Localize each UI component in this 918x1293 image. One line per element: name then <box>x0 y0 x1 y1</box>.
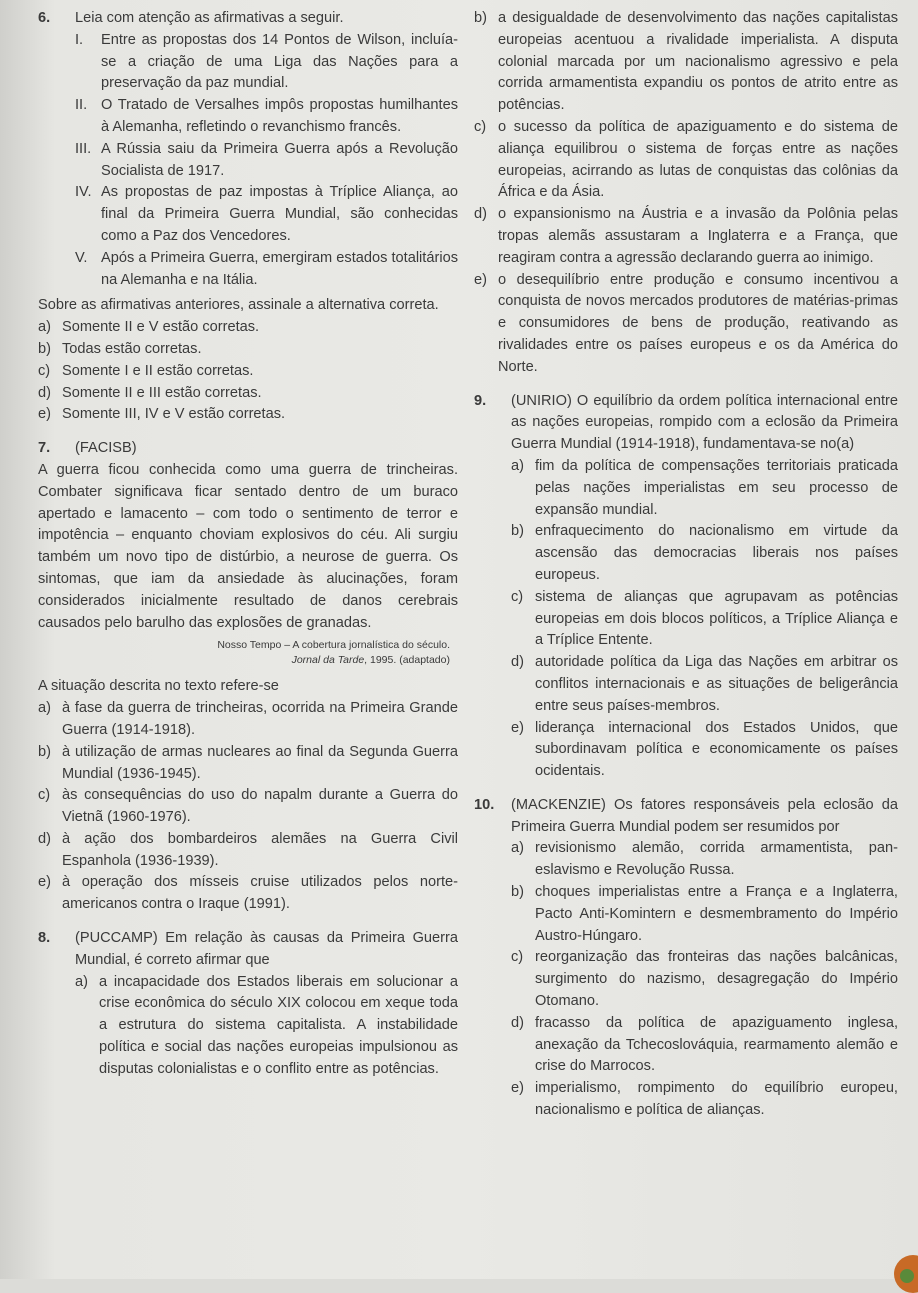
question-intro: (UNIRIO) O equilíbrio da ordem política internacional entre as nações europeias, rompido com a eclosão da Primeira Guerra Mundial (1914-1918), fundamentava-se no(a) <box>511 392 898 453</box>
option-text: autoridade política da Liga das Nações em arbitrar os conflitos internacionais e as situações de beligerância entre seus países-membros. <box>535 654 898 714</box>
option-label: a) <box>511 457 524 474</box>
option-text: revisionismo alemão, corrida armamentista, pan-eslavismo e Revolução Russa. <box>535 840 898 879</box>
option-label: b) <box>38 743 51 760</box>
right-column <box>474 8 898 1122</box>
citation-details: , 1995. (adaptado) <box>364 654 450 667</box>
statement-label: II. <box>75 97 88 114</box>
page-corner-accent <box>900 1269 914 1283</box>
option-label: c) <box>38 787 51 804</box>
option-text: Somente II e V estão corretas. <box>62 319 260 336</box>
statement-text: A Rússia saiu da Primeira Guerra após a Revolução Socialista de 1917. <box>101 140 458 179</box>
option-label: c) <box>511 949 524 966</box>
option-text: sistema de alianças que agrupavam as potências europeias em dois blocos políticos, a Tríplice Aliança e a Tríplice Entente. <box>535 588 898 649</box>
question-10 <box>474 795 898 1122</box>
option-label: b) <box>474 10 487 26</box>
citation-journal: Jornal da Tarde <box>291 654 365 667</box>
question-number: 7. <box>38 440 51 457</box>
passage-citation <box>38 638 458 668</box>
question-passage: A guerra ficou conhecida como uma guerra de trincheiras. Combater significava ficar sentado dentro de um buraco apertado e lamacento – com todo o sentimento de terror e impotência – enquanto choviam explosivos do céu. Ali surgiu também um novo tipo de distúrbio, a neurose de guerra. Os sintomas, que iam da ansiedade às alucinações, foram considerados inicialmente resultado de danos cerebrais causados pelo barulho das explosões de granadas. <box>38 461 458 631</box>
question-7 <box>38 438 458 460</box>
statement-text: Após a Primeira Guerra, emergiram estados totalitários na Alemanha e na Itália. <box>101 249 458 288</box>
option-text: Somente I e II estão corretas. <box>62 362 254 379</box>
option-label: c) <box>38 362 51 379</box>
option-text: à operação dos mísseis cruise utilizados pelos norte-americanos contra o Iraque (1991). <box>62 874 458 913</box>
question-number: 8. <box>38 930 51 947</box>
statement-2 <box>75 95 458 139</box>
option-label: e) <box>38 406 51 423</box>
option-a[interactable] <box>38 698 458 742</box>
statement-text: As propostas de paz impostas à Tríplice Aliança, ao final da Primeira Guerra Mundial, são conhecidas como a Paz dos Vencedores. <box>101 184 458 244</box>
question-number: 10. <box>474 796 495 813</box>
option-text: o desequilíbrio entre produção e consumo incentivou a conquista de novos mercados produtores de matérias-primas e consumidores de bens de produção, reativando as rivalidades entre os países europeus e os da América do Norte. <box>498 271 898 375</box>
option-text: o expansionismo na Áustria e a invasão da Polônia pelas tropas alemãs assustaram a Inglaterra e a França, que reagiram contra a agressão declarando guerra ao inimigo. <box>498 206 898 266</box>
statement-label: III. <box>75 140 92 157</box>
option-label: e) <box>38 874 51 891</box>
option-a[interactable] <box>38 317 458 339</box>
question-8 <box>38 928 458 1081</box>
question-prompt: Sobre as afirmativas anteriores, assinale a alternativa correta. <box>38 297 439 314</box>
option-text: choques imperialistas entre a França e a Inglaterra, Pacto Anti-Komintern e desmembramento do Império Austro-Húngaro. <box>535 884 898 944</box>
statement-label: I. <box>75 31 84 48</box>
option-label: d) <box>38 384 51 401</box>
option-label: b) <box>38 340 51 357</box>
option-c[interactable] <box>38 785 458 829</box>
option-text: à utilização de armas nucleares ao final da Segunda Guerra Mundial (1936-1945). <box>62 743 458 782</box>
statement-text: O Tratado de Versalhes impôs propostas humilhantes à Alemanha, refletindo o revanchismo francês. <box>101 97 458 135</box>
question-9 <box>474 391 898 783</box>
option-c[interactable] <box>511 587 898 652</box>
citation-title: Nosso Tempo – A cobertura jornalística do século. <box>217 639 450 652</box>
option-d[interactable] <box>511 652 898 717</box>
option-text: fracasso da política de apaziguamento inglesa, anexação da Tchecoslováquia, rearmamento alemão e crise do Marrocos. <box>535 1014 898 1075</box>
statement-1 <box>75 30 458 95</box>
question-number: 6. <box>38 10 51 26</box>
option-e[interactable] <box>511 718 898 783</box>
statement-3 <box>75 139 458 183</box>
option-label: b) <box>511 523 524 540</box>
option-e[interactable] <box>511 1078 898 1122</box>
option-e[interactable] <box>38 404 458 426</box>
option-text: Somente III, IV e V estão corretas. <box>62 406 286 423</box>
option-a[interactable] <box>511 456 898 521</box>
question-intro: (MACKENZIE) Os fatores responsáveis pela eclosão da Primeira Guerra Mundial podem ser resumidos por <box>511 796 898 835</box>
option-text: à ação dos bombardeiros alemães na Guerra Civil Espanhola (1936-1939). <box>62 830 458 869</box>
option-d[interactable] <box>511 1013 898 1078</box>
option-text: às consequências do uso do napalm durante a Guerra do Vietnã (1960-1976). <box>62 787 458 826</box>
option-e[interactable] <box>474 270 898 379</box>
option-b[interactable] <box>511 521 898 586</box>
option-label: e) <box>511 1080 524 1097</box>
option-text: Todas estão corretas. <box>62 340 202 357</box>
option-text: a incapacidade dos Estados liberais em solucionar a crise econômica do século XIX colocou em xeque toda a estrutura do sistema capitalista. A instabilidade política e social das nações europeias impulsionou as disputas colonialistas e o conflito entre as potências. <box>99 973 458 1077</box>
option-label: e) <box>511 719 524 736</box>
option-label: a) <box>511 840 524 857</box>
option-label: d) <box>511 1014 524 1031</box>
option-text: fim da política de compensações territoriais praticada pelas nações imperialistas em seu processo de expansão mundial. <box>535 457 898 518</box>
option-label: c) <box>511 588 524 605</box>
option-label: a) <box>75 973 88 990</box>
statement-label: IV. <box>75 184 92 201</box>
option-b[interactable] <box>511 882 898 947</box>
question-6 <box>38 8 458 291</box>
option-text: Somente II e III estão corretas. <box>62 384 262 401</box>
option-label: a) <box>38 700 51 717</box>
option-label: c) <box>474 118 487 135</box>
statement-label: V. <box>75 249 88 266</box>
option-text: à fase da guerra de trincheiras, ocorrida na Primeira Grande Guerra (1914-1918). <box>62 700 458 738</box>
option-label: a) <box>38 319 51 336</box>
option-text: a desigualdade de desenvolvimento das nações capitalistas europeias acentuou a rivalidade imperialista. A disputa colonial marcada por um nacionalismo agressivo e pela corrida armamentista expandiu os pontos de atrito entre as potências. <box>498 10 898 114</box>
left-column <box>38 8 458 1081</box>
statement-5 <box>75 248 458 292</box>
option-text: enfraquecimento do nacionalismo em virtude da ascensão das democracias liberais nos países europeus. <box>535 523 898 583</box>
option-b[interactable] <box>474 8 898 117</box>
option-text: reorganização das fronteiras das nações balcânicas, surgimento do nazismo, desagregação do Império Otomano. <box>535 949 898 1010</box>
option-text: o sucesso da política de apaziguamento e do sistema de aliança equilibrou o sistema de forças entre as nações europeias, acirrando as lutas de conquistas das colônias da África e da Ásia. <box>498 118 898 201</box>
option-text: liderança internacional dos Estados Unidos, que subordinavam política e economicamente os países ocidentais. <box>535 719 898 780</box>
option-c[interactable] <box>38 361 458 383</box>
option-c[interactable] <box>474 117 898 204</box>
option-d[interactable] <box>38 829 458 873</box>
option-a[interactable] <box>511 838 898 882</box>
option-label: b) <box>511 884 524 901</box>
question-number: 9. <box>474 392 487 409</box>
option-label: d) <box>474 206 487 223</box>
option-a[interactable] <box>75 972 458 1081</box>
option-b[interactable] <box>38 339 458 361</box>
option-e[interactable] <box>38 872 458 916</box>
question-intro: (PUCCAMP) Em relação às causas da Primeira Guerra Mundial, é correto afirmar que <box>75 930 458 968</box>
option-label: e) <box>474 271 487 288</box>
option-text: imperialismo, rompimento do equilíbrio europeu, nacionalismo e política de alianças. <box>535 1080 898 1119</box>
option-c[interactable] <box>511 947 898 1012</box>
option-label: d) <box>511 654 524 671</box>
statement-4 <box>75 182 458 247</box>
statement-text: Entre as propostas dos 14 Pontos de Wilson, incluía-se a criação de uma Liga das Nações para a preservação da paz mundial. <box>101 31 458 92</box>
option-b[interactable] <box>38 742 458 786</box>
option-label: d) <box>38 830 51 847</box>
question-source: (FACISB) <box>75 440 137 457</box>
option-d[interactable] <box>38 383 458 405</box>
option-d[interactable] <box>474 204 898 269</box>
question-intro: Leia com atenção as afirmativas a seguir. <box>75 10 344 26</box>
question-prompt: A situação descrita no texto refere-se <box>38 678 279 695</box>
